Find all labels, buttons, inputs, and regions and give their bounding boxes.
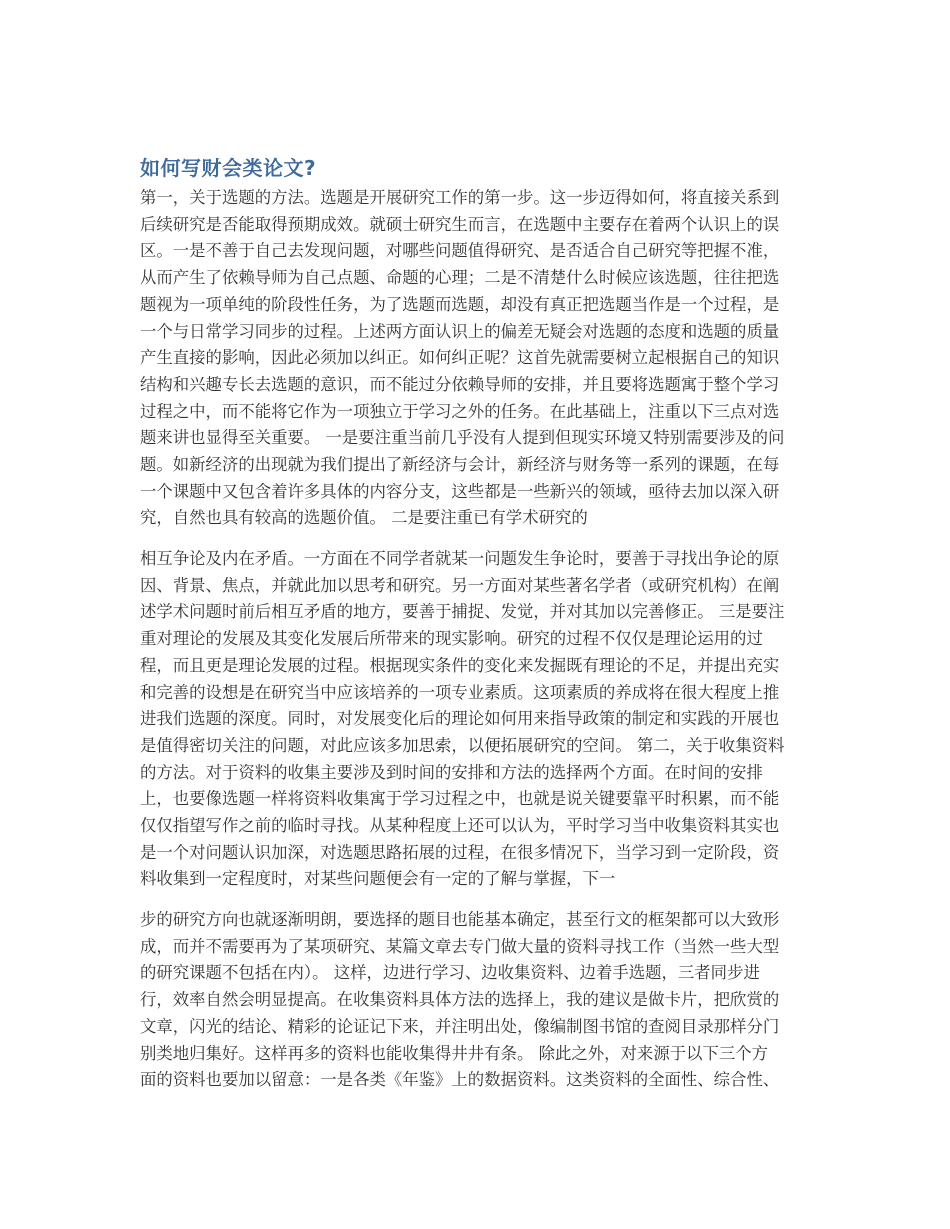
paragraph-line: 一个与日常学习同步的过程。上述两方面认识上的偏差无疑会对选题的态度和选题的质量 (140, 321, 780, 341)
paragraph-line: 究，自然也具有较高的选题价值。 二是要注重已有学术研究的 (140, 508, 588, 528)
paragraph-line: 题视为一项单纯的阶段性任务，为了选题而选题，却没有真正把选题当作是一个过程，是 (140, 294, 780, 314)
paragraph-line: 是值得密切关注的问题，对此应该多加思索，以便拓展研究的空间。 第二，关于收集资料 (140, 735, 785, 755)
paragraph-line: 行，效率自然会明显提高。在收集资料具体方法的选择上，我的建议是做卡片，把欣赏的 (140, 990, 780, 1010)
paragraph-line: 仅仅指望写作之前的临时寻找。从某种程度上还可以认为，平时学习当中收集资料其实也 (140, 816, 780, 835)
paragraph-line: 步的研究方向也就逐渐明朗，要选择的题目也能基本确定，甚至行文的框架都可以大致形 (140, 910, 780, 929)
paragraph-line: 进我们选题的深度。同时，对发展变化后的理论如何用来指导政策的制定和实践的开展也 (140, 709, 780, 729)
paragraph-line: 结构和兴趣专长去选题的意识，而不能过分依赖导师的安排，并且要将选题寓于整个学习 (140, 374, 780, 394)
paragraph-line: 上，也要像选题一样将资料收集寓于学习过程之中，也就是说关键要靠平时积累，而不能 (140, 789, 780, 809)
paragraph-line: 产生直接的影响，因此必须加以纠正。如何纠正呢？这首先就需要树立起根据自己的知识 (140, 348, 780, 368)
paragraph-line: 程，而且更是理论发展的过程。根据现实条件的变化来发掘既有理论的不足，并提出充实 (140, 655, 780, 675)
paragraph-line: 和完善的设想是在研究当中应该培养的一项专业素质。这项素质的养成将在很大程度上推 (140, 682, 780, 702)
paragraph-line: 述学术问题时前后相互矛盾的地方，要善于捕捉、发觉，并对其加以完善修正。 三是要注 (140, 602, 785, 622)
paragraph-line: 重对理论的发展及其变化发展后所带来的现实影响。研究的过程不仅仅是理论运用的过 (140, 629, 763, 649)
paragraph-line: 文章，闪光的结论、精彩的论证记下来，并注明出处，像编制图书馆的查阅目录那样分门 (140, 1016, 780, 1036)
paragraph-line: 题。如新经济的出现就为我们提出了新经济与会计，新经济与财务等一系列的课题，在每 (140, 455, 780, 474)
paragraph-line: 一个课题中又包含着许多具体的内容分支，这些都是一些新兴的领域，亟待去加以深入研 (140, 481, 780, 501)
page-title: 如何写财会类论文? (140, 156, 317, 180)
paragraph-line: 别类地归集好。这样再多的资料也能收集得井井有条。 除此之外，对来源于以下三个方 (140, 1043, 769, 1063)
paragraph-line: 成，而并不需要再为了某项研究、某篇文章去专门做大量的资料寻找工作（当然一些大型 (140, 936, 780, 956)
paragraph-line: 的方法。对于资料的收集主要涉及到时间的安排和方法的选择两个方面。在时间的安排 (140, 762, 763, 782)
paragraph-line: 的研究课题不包括在内）。 这样，边进行学习、边收集资料、边着手选题，三者同步进 (140, 963, 760, 983)
paragraph-line: 从而产生了依赖导师为自己点题、命题的心理；二是不清楚什么时候应该选题，往往把选 (140, 268, 780, 288)
paragraph-line: 第一，关于选题的方法。选题是开展研究工作的第一步。这一步迈得如何，将直接关系到 (140, 188, 780, 207)
paragraph-line: 题来讲也显得至关重要。 一是要注重当前几乎没有人提到但现实环境又特别需要涉及的问 (140, 428, 785, 448)
paragraph-line: 过程之中，而不能将它作为一项独立于学习之外的任务。在此基础上，注重以下三点对选 (140, 401, 780, 421)
paragraph-line: 料收集到一定程度时，对某些问题便会有一定的了解与掌握，下一 (140, 869, 616, 889)
paragraph-line: 相互争论及内在矛盾。一方面在不同学者就某一问题发生争论时，要善于寻找出争论的原 (140, 549, 780, 568)
paragraph-line: 区。一是不善于自己去发现问题，对哪些问题值得研究、是否适合自己研究等把握不准， (140, 241, 780, 261)
paragraph-line: 是一个对问题认识加深，对选题思路拓展的过程，在很多情况下，当学习到一定阶段，资 (140, 842, 780, 862)
paragraph-line: 后续研究是否能取得预期成效。就硕士研究生而言，在选题中主要存在着两个认识上的误 (140, 214, 780, 234)
paragraph-line: 面的资料也要加以留意：一是各类《年鉴》上的数据资料。这类资料的全面性、综合性、 (140, 1070, 780, 1090)
paragraph-line: 因、背景、焦点，并就此加以思考和研究。另一方面对某些著名学者（或研究机构）在阐 (140, 575, 780, 595)
